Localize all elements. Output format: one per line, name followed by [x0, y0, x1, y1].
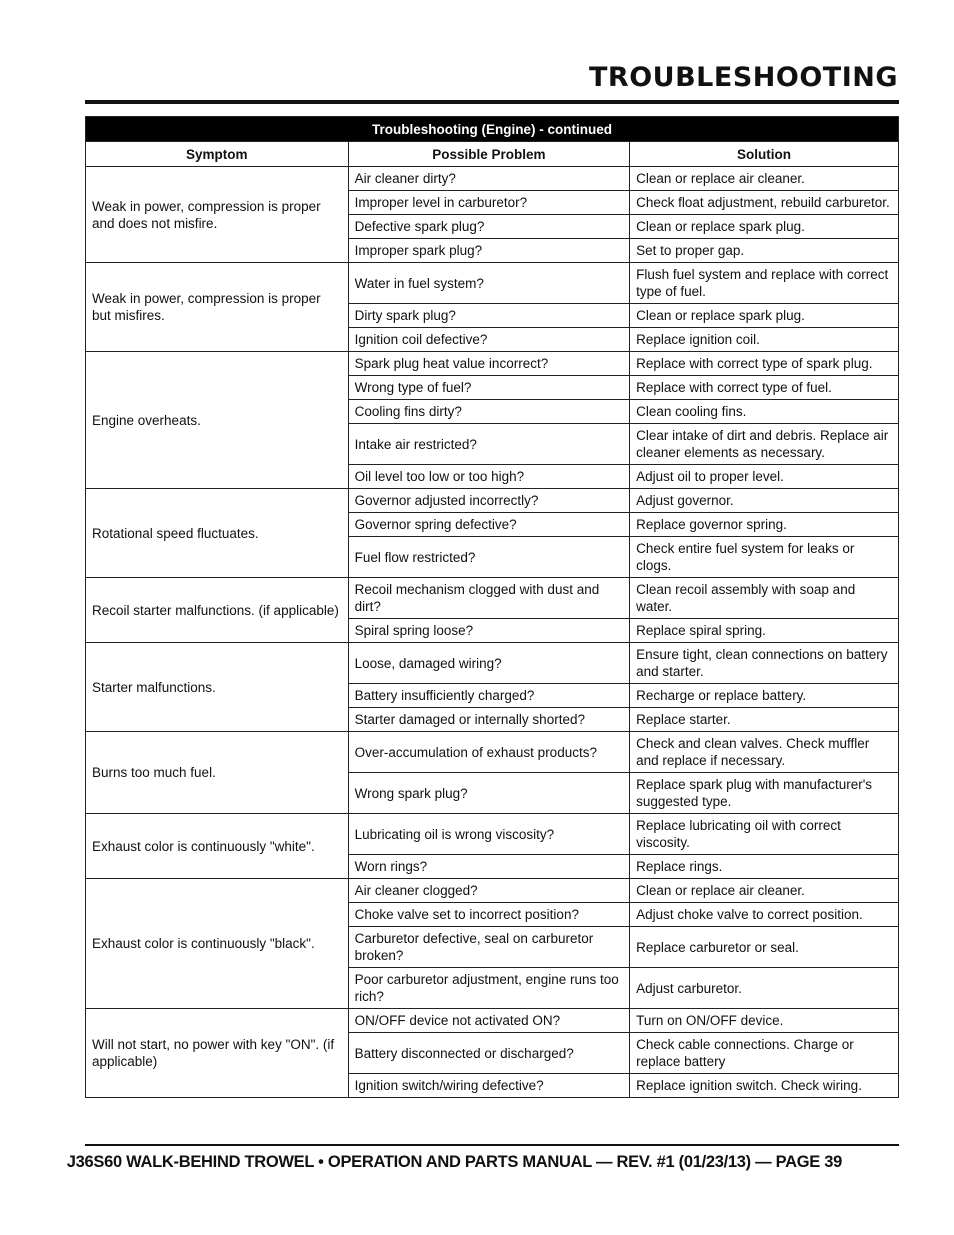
solution-cell: Clean or replace air cleaner.	[630, 167, 899, 191]
footer-divider	[85, 1144, 899, 1146]
problem-cell: Intake air restricted?	[348, 424, 630, 465]
table-body	[86, 167, 899, 1098]
solution-cell: Check float adjustment, rebuild carburetor.	[630, 191, 899, 215]
solution-cell: Ensure tight, clean connections on battery and starter.	[630, 643, 899, 684]
solution-cell: Replace ignition switch. Check wiring.	[630, 1074, 899, 1098]
problem-cell: Worn rings?	[348, 855, 630, 879]
solution-cell: Replace spiral spring.	[630, 619, 899, 643]
table-row	[86, 263, 899, 304]
solution-cell: Set to proper gap.	[630, 239, 899, 263]
solution-cell: Check entire fuel system for leaks or clogs.	[630, 537, 899, 578]
solution-cell: Replace carburetor or seal.	[630, 927, 899, 968]
problem-cell: Battery insufficiently charged?	[348, 684, 630, 708]
symptom-cell: Engine overheats.	[86, 352, 349, 489]
problem-cell: Battery disconnected or discharged?	[348, 1033, 630, 1074]
symptom-cell: Weak in power, compression is proper and does not misfire.	[86, 167, 349, 263]
table-row	[86, 1009, 899, 1033]
table-row	[86, 489, 899, 513]
column-header-possible-problem: Possible Problem	[348, 142, 630, 167]
table-row	[86, 167, 899, 191]
table-row	[86, 578, 899, 619]
symptom-cell: Weak in power, compression is proper but misfires.	[86, 263, 349, 352]
problem-cell: Water in fuel system?	[348, 263, 630, 304]
symptom-cell: Rotational speed fluctuates.	[86, 489, 349, 578]
column-header-symptom: Symptom	[86, 142, 349, 167]
title-divider	[85, 100, 899, 104]
problem-cell: Air cleaner dirty?	[348, 167, 630, 191]
solution-cell: Replace starter.	[630, 708, 899, 732]
problem-cell: Starter damaged or internally shorted?	[348, 708, 630, 732]
solution-cell: Clean recoil assembly with soap and water.	[630, 578, 899, 619]
symptom-cell: Starter malfunctions.	[86, 643, 349, 732]
problem-cell: Spark plug heat value incorrect?	[348, 352, 630, 376]
symptom-cell: Will not start, no power with key "ON". (if applicable)	[86, 1009, 349, 1098]
problem-cell: Recoil mechanism clogged with dust and dirt?	[348, 578, 630, 619]
symptom-cell: Burns too much fuel.	[86, 732, 349, 814]
symptom-cell: Exhaust color is continuously "white".	[86, 814, 349, 879]
solution-cell: Replace rings.	[630, 855, 899, 879]
table-row	[86, 879, 899, 903]
problem-cell: Governor spring defective?	[348, 513, 630, 537]
solution-cell: Clean or replace air cleaner.	[630, 879, 899, 903]
problem-cell: Spiral spring loose?	[348, 619, 630, 643]
symptom-cell: Exhaust color is continuously "black".	[86, 879, 349, 1009]
troubleshooting-table	[85, 116, 899, 1098]
column-header-solution: Solution	[630, 142, 899, 167]
problem-cell: Oil level too low or too high?	[348, 465, 630, 489]
solution-cell: Flush fuel system and replace with correct type of fuel.	[630, 263, 899, 304]
solution-cell: Replace governor spring.	[630, 513, 899, 537]
problem-cell: Over-accumulation of exhaust products?	[348, 732, 630, 773]
solution-cell: Recharge or replace battery.	[630, 684, 899, 708]
solution-cell: Adjust oil to proper level.	[630, 465, 899, 489]
solution-cell: Turn on ON/OFF device.	[630, 1009, 899, 1033]
solution-cell: Replace ignition coil.	[630, 328, 899, 352]
solution-cell: Clean or replace spark plug.	[630, 304, 899, 328]
problem-cell: Fuel flow restricted?	[348, 537, 630, 578]
problem-cell: Wrong spark plug?	[348, 773, 630, 814]
solution-cell: Clean cooling fins.	[630, 400, 899, 424]
solution-cell: Adjust governor.	[630, 489, 899, 513]
symptom-cell: Recoil starter malfunctions. (if applicable)	[86, 578, 349, 643]
problem-cell: Air cleaner clogged?	[348, 879, 630, 903]
table-row	[86, 814, 899, 855]
solution-cell: Replace with correct type of spark plug.	[630, 352, 899, 376]
problem-cell: Lubricating oil is wrong viscosity?	[348, 814, 630, 855]
solution-cell: Clean or replace spark plug.	[630, 215, 899, 239]
solution-cell: Adjust choke valve to correct position.	[630, 903, 899, 927]
solution-cell: Clear intake of dirt and debris. Replace air cleaner elements as necessary.	[630, 424, 899, 465]
problem-cell: ON/OFF device not activated ON?	[348, 1009, 630, 1033]
problem-cell: Carburetor defective, seal on carburetor broken?	[348, 927, 630, 968]
page-footer: J36S60 WALK-BEHIND TROWEL • OPERATION AND PARTS MANUAL — REV. #1 (01/23/13) — PAGE 39	[66, 1153, 842, 1171]
solution-cell: Replace spark plug with manufacturer's suggested type.	[630, 773, 899, 814]
solution-cell: Check cable connections. Charge or replace battery	[630, 1033, 899, 1074]
solution-cell: Replace with correct type of fuel.	[630, 376, 899, 400]
table-caption: Troubleshooting (Engine) - continued	[86, 117, 899, 142]
problem-cell: Loose, damaged wiring?	[348, 643, 630, 684]
problem-cell: Dirty spark plug?	[348, 304, 630, 328]
problem-cell: Choke valve set to incorrect position?	[348, 903, 630, 927]
solution-cell: Check and clean valves. Check muffler and replace if necessary.	[630, 732, 899, 773]
problem-cell: Cooling fins dirty?	[348, 400, 630, 424]
table-row	[86, 643, 899, 684]
solution-cell: Adjust carburetor.	[630, 968, 899, 1009]
problem-cell: Poor carburetor adjustment, engine runs too rich?	[348, 968, 630, 1009]
solution-cell: Replace lubricating oil with correct viscosity.	[630, 814, 899, 855]
problem-cell: Ignition switch/wiring defective?	[348, 1074, 630, 1098]
page-title: TROUBLESHOOTING	[589, 62, 898, 93]
problem-cell: Improper level in carburetor?	[348, 191, 630, 215]
table-row	[86, 732, 899, 773]
problem-cell: Improper spark plug?	[348, 239, 630, 263]
table-row	[86, 352, 899, 376]
problem-cell: Wrong type of fuel?	[348, 376, 630, 400]
problem-cell: Ignition coil defective?	[348, 328, 630, 352]
problem-cell: Defective spark plug?	[348, 215, 630, 239]
problem-cell: Governor adjusted incorrectly?	[348, 489, 630, 513]
